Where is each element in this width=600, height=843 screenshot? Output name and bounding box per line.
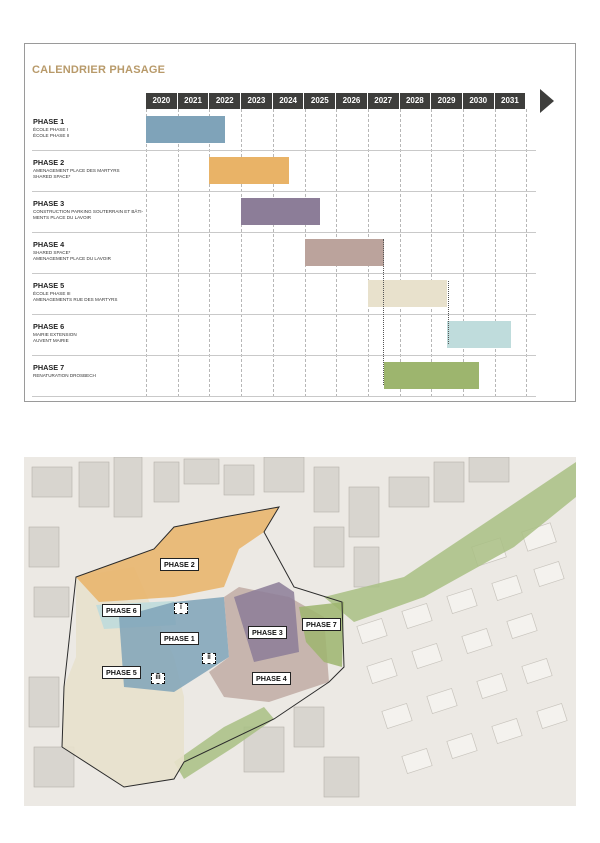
zone-phase2 (76, 507, 279, 602)
calendar-title: CALENDRIER PHASAGE (32, 64, 166, 76)
phase-line: AMENAGEMENT PLACE DES MARTYRS (33, 168, 120, 173)
phase-title: PHASE 7 (33, 363, 65, 372)
timeline-arrow-icon (540, 89, 554, 113)
phase-description (33, 168, 148, 180)
year-cell: 2027 (368, 93, 399, 109)
year-cell: 2022 (209, 93, 240, 109)
phase-bar (209, 157, 288, 184)
phase-description (33, 373, 148, 379)
phase-line: ÉCOLE PHASE I (33, 127, 68, 132)
dependency-connector (383, 239, 384, 385)
map-label-phase3: PHASE 3 (248, 626, 287, 639)
school-stage-marker: III (151, 673, 165, 684)
phase-line: ÉCOLE PHASE II (33, 133, 70, 138)
phase-line: SHARED SPACE* (33, 250, 71, 255)
phase-bar (241, 198, 320, 225)
phase-bar (146, 116, 225, 143)
map-label-phase7: PHASE 7 (302, 618, 341, 631)
year-cell: 2021 (178, 93, 209, 109)
phase-row (32, 109, 536, 151)
phase-line: AMENAGEMENTS RUE DES MARTYRS (33, 297, 118, 302)
map-label-phase5: PHASE 5 (102, 666, 141, 679)
phase-line: CONSTRUCTION PARKING SOUTERRAIN ET BÂTI- (33, 209, 144, 214)
phasing-calendar (24, 43, 576, 402)
phase-line: RENATURATION DROSBECH (33, 373, 96, 378)
map-label-phase2: PHASE 2 (160, 558, 199, 571)
map-drawing (24, 457, 576, 806)
dependency-connector (448, 281, 449, 344)
school-stage-marker: II (202, 653, 216, 664)
phase-title: PHASE 1 (33, 117, 65, 126)
year-cell: 2020 (146, 93, 177, 109)
phase-bar (384, 362, 479, 389)
phase-row (32, 232, 536, 274)
phase-bar (368, 280, 447, 307)
phase-description (33, 209, 148, 221)
year-cell: 2024 (273, 93, 304, 109)
map-label-phase6: PHASE 6 (102, 604, 141, 617)
year-cell: 2025 (304, 93, 335, 109)
phase-title: PHASE 3 (33, 199, 65, 208)
year-cell: 2030 (463, 93, 494, 109)
phase-line: AUVENT MAIRIE (33, 338, 69, 343)
year-cell: 2028 (400, 93, 431, 109)
map-label-phase4: PHASE 4 (252, 672, 291, 685)
phase-line: MENTS PLACE DU LAVOIR (33, 215, 92, 220)
phase-bar (305, 239, 384, 266)
phase-description (33, 250, 148, 262)
phase-description (33, 332, 148, 344)
year-cell: 2026 (336, 93, 367, 109)
phase-title: PHASE 4 (33, 240, 65, 249)
phase-line: MAIRIE EXTENSION (33, 332, 77, 337)
school-stage-marker: I (174, 603, 188, 614)
phase-bar (447, 321, 510, 348)
phase-title: PHASE 5 (33, 281, 65, 290)
year-cell: 2029 (431, 93, 462, 109)
year-header (146, 93, 526, 109)
phase-title: PHASE 6 (33, 322, 65, 331)
year-cell: 2031 (495, 93, 526, 109)
phase-description (33, 291, 148, 303)
phase-line: SHARED SPACE* (33, 174, 71, 179)
phase-line: ÉCOLE PHASE III (33, 291, 71, 296)
phase-description (33, 127, 148, 139)
phase-row (32, 273, 536, 315)
phase-line: AMENAGEMENT PLACE DU LAVOIR (33, 256, 111, 261)
phase-title: PHASE 2 (33, 158, 65, 167)
site-phasing-map (24, 457, 576, 806)
year-cell: 2023 (241, 93, 272, 109)
map-label-phase1: PHASE 1 (160, 632, 199, 645)
